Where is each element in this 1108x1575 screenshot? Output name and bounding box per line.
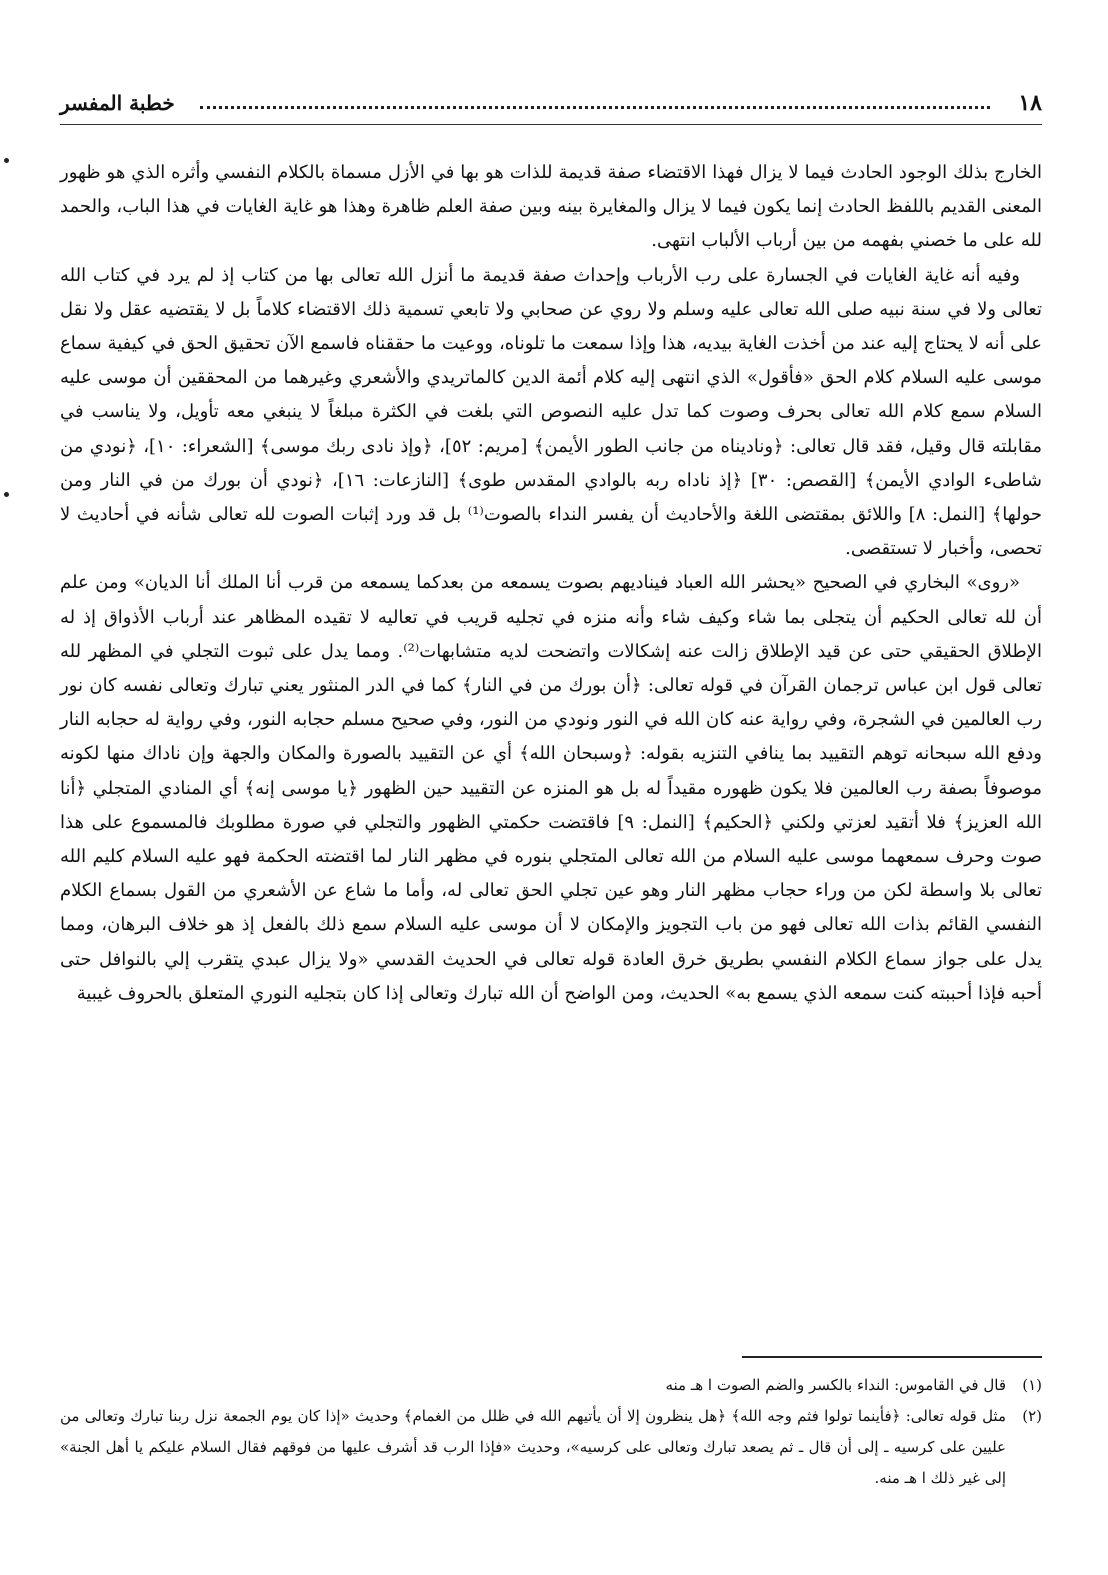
margin-dot <box>4 158 9 163</box>
page-number: ١٨ <box>1018 90 1042 116</box>
main-text <box>60 156 1042 1011</box>
paragraph: «روى» البخاري في الصحيح «يحشر الله العباد فيناديهم بصوت يسمعه من بعدكما يسمعه من قرب أنا الملك أنا الديان» ومن علم أن لله تعالى الحكيم أن يتجلى بما شاء وكيف شاء وأنه منزه في تجليه قريب في تعاليه لا تقيده المظاهر عند أرباب الأذواق إذ له الإطلاق الحقيقي حتى عن قيد الإطلاق زالت عنه إشكالات واتضحت لديه متشابهات⁽²⁾. ومما يدل على ثبوت التجلي في المظهر لله تعالى قول ابن عباس ترجمان القرآن في قوله تعالى: ﴿أن بورك من في النار﴾ كما في الدر المنثور يعني تبارك وتعالى نفسه كان نور رب العالمين في الشجرة، وفي رواية عنه كان الله في النور ونودي من النور، وفي صحيح مسلم حجابه النور، وفي رواية له حجابه النار ودفع الله سبحانه توهم التقييد بما ينافي التنزيه بقوله: ﴿وسبحان الله﴾ أي عن التقييد بالصورة والمكان والجهة وإن ناداك منها لكونه موصوفاً بصفة رب العالمين فلا يكون ظهوره مقيداً له بل هو المنزه عن التقييد حين الظهور ﴿يا موسى إنه﴾ أي المنادي المتجلي ﴿أنا الله العزيز﴾ فلا أتقيد لعزتي ولكني ﴿الحكيم﴾ [النمل: ٩] فاقتضت حكمتي الظهور والتجلي في صورة مطلوبك فالمسموع على هذا صوت وحرف سمعهما موسى عليه السلام من الله تعالى المتجلي بنوره في مظهر النار لما اقتضته الحكمة فهو عليه السلام كليم الله تعالى بلا واسطة لكن من وراء حجاب مظهر النار وهو عين تجلي الحق تعالى له، وأما ما شاع عن الأشعري من القول بسماع الكلام النفسي القائم بذات الله تعالى فهو من باب التجويز والإمكان لا أن موسى عليه السلام سمع ذلك بالفعل إذ هو خلاف البرهان، ومما يدل على جواز سماع الكلام النفسي بطريق خرق العادة قوله تعالى في الحديث القدسي «ولا يزال عبدي يتقرب إلي بالنوافل حتى أحبه فإذا أحببته كنت سمعه الذي يسمع به» الحديث، ومن الواضح أن الله تبارك وتعالى إذا كان بتجليه النوري المتعلق بالحروف غيبية <box>60 572 1042 1004</box>
footnote-rule <box>742 1356 1042 1358</box>
footnote-number: (١) <box>1022 1376 1042 1394</box>
footnotes <box>60 1370 1042 1494</box>
footnote-text: قال في القاموس: النداء بالكسر والضم الصوت ا هـ منه <box>665 1376 1006 1394</box>
margin-dot <box>4 492 9 497</box>
footnote-text: مثل قوله تعالى: ﴿فأينما تولوا فثم وجه الله﴾ ﴿هل ينظرون إلا أن يأتيهم الله في ظلل من الغمام﴾ وحديث «إذا كان يوم الجمعة نزل ربنا تبارك وتعالى من عليين على كرسيه ـ إلى أن قال ـ ثم يصعد تبارك وتعالى على كرسيه»، وحديث «فإذا الرب قد أشرف عليها من فوقهم فقال السلام عليكم يا أهل الجنة» إلى غير ذلك ا هـ منه. <box>60 1407 1006 1487</box>
footnote-number: (٢) <box>1022 1407 1042 1425</box>
paragraph: وفيه أنه غاية الغايات في الجسارة على رب الأرباب وإحداث صفة قديمة ما أنزل الله تعالى بها من كتاب إذ لم يرد في كتاب الله تعالى ولا في سنة نبيه صلى الله تعالى عليه وسلم ولا روي عن صحابي ولا تابعي تسمية ذلك الاقتضاء كلاماً بل لا يقتضيه عقل ولا نقل على أنه لا يحتاج إليه عند من أخذت الغاية بيديه، هذا وإذا سمعت ما تلوناه، ووعيت ما حققناه فاسمع الآن تحقيق الحق في كيفية سماع موسى عليه السلام كلام الحق «فأقول» الذي انتهى إليه كلام أئمة الدين كالماتريدي والأشعري وغيرهما من المحققين أن موسى عليه السلام سمع كلام الله تعالى بحرف وصوت كما تدل عليه النصوص التي بلغت في الكثرة مبلغاً لا ينبغي معه تأويل، ولا يناسب في مقابلته قال وقيل، فقد قال تعالى: ﴿وناديناه من جانب الطور الأيمن﴾ [مريم: ٥٢]، ﴿وإذ نادى ربك موسى﴾ [الشعراء: ١٠]، ﴿نودي من شاطىء الوادي الأيمن﴾ [القصص: ٣٠] ﴿إذ ناداه ربه بالوادي المقدس طوى﴾ [النازعات: ١٦]، ﴿نودي أن بورك من في النار ومن حولها﴾ [النمل: ٨] واللائق بمقتضى اللغة والأحاديث أن يفسر النداء بالصوت⁽¹⁾ بل قد ورد إثبات الصوت لله تعالى شأنه في أحاديث لا تحصى، وأخبار لا تستقصى. <box>60 264 1043 560</box>
footnote <box>60 1401 1042 1494</box>
running-header <box>60 88 1042 118</box>
footnote <box>60 1370 1042 1401</box>
header-rule <box>60 124 1042 125</box>
book-page <box>60 70 1042 1550</box>
paragraph: الخارج بذلك الوجود الحادث فيما لا يزال فهذا الاقتضاء صفة قديمة للذات هو بها في الأزل مسماة بالكلام النفسي وأثره الذي هو ظهور المعنى القديم باللفظ الحادث إنما يكون فيما لا يزال والمغايرة بينه وبين صفة العلم ظاهرة وهذا هو غاية الغايات في هذا الباب، والحمد لله على ما خصني بفهمه من بين أرباب الألباب انتهى. <box>60 162 1042 252</box>
leader-dots <box>200 94 990 109</box>
chapter-title: خطبة المفسر <box>60 91 175 115</box>
